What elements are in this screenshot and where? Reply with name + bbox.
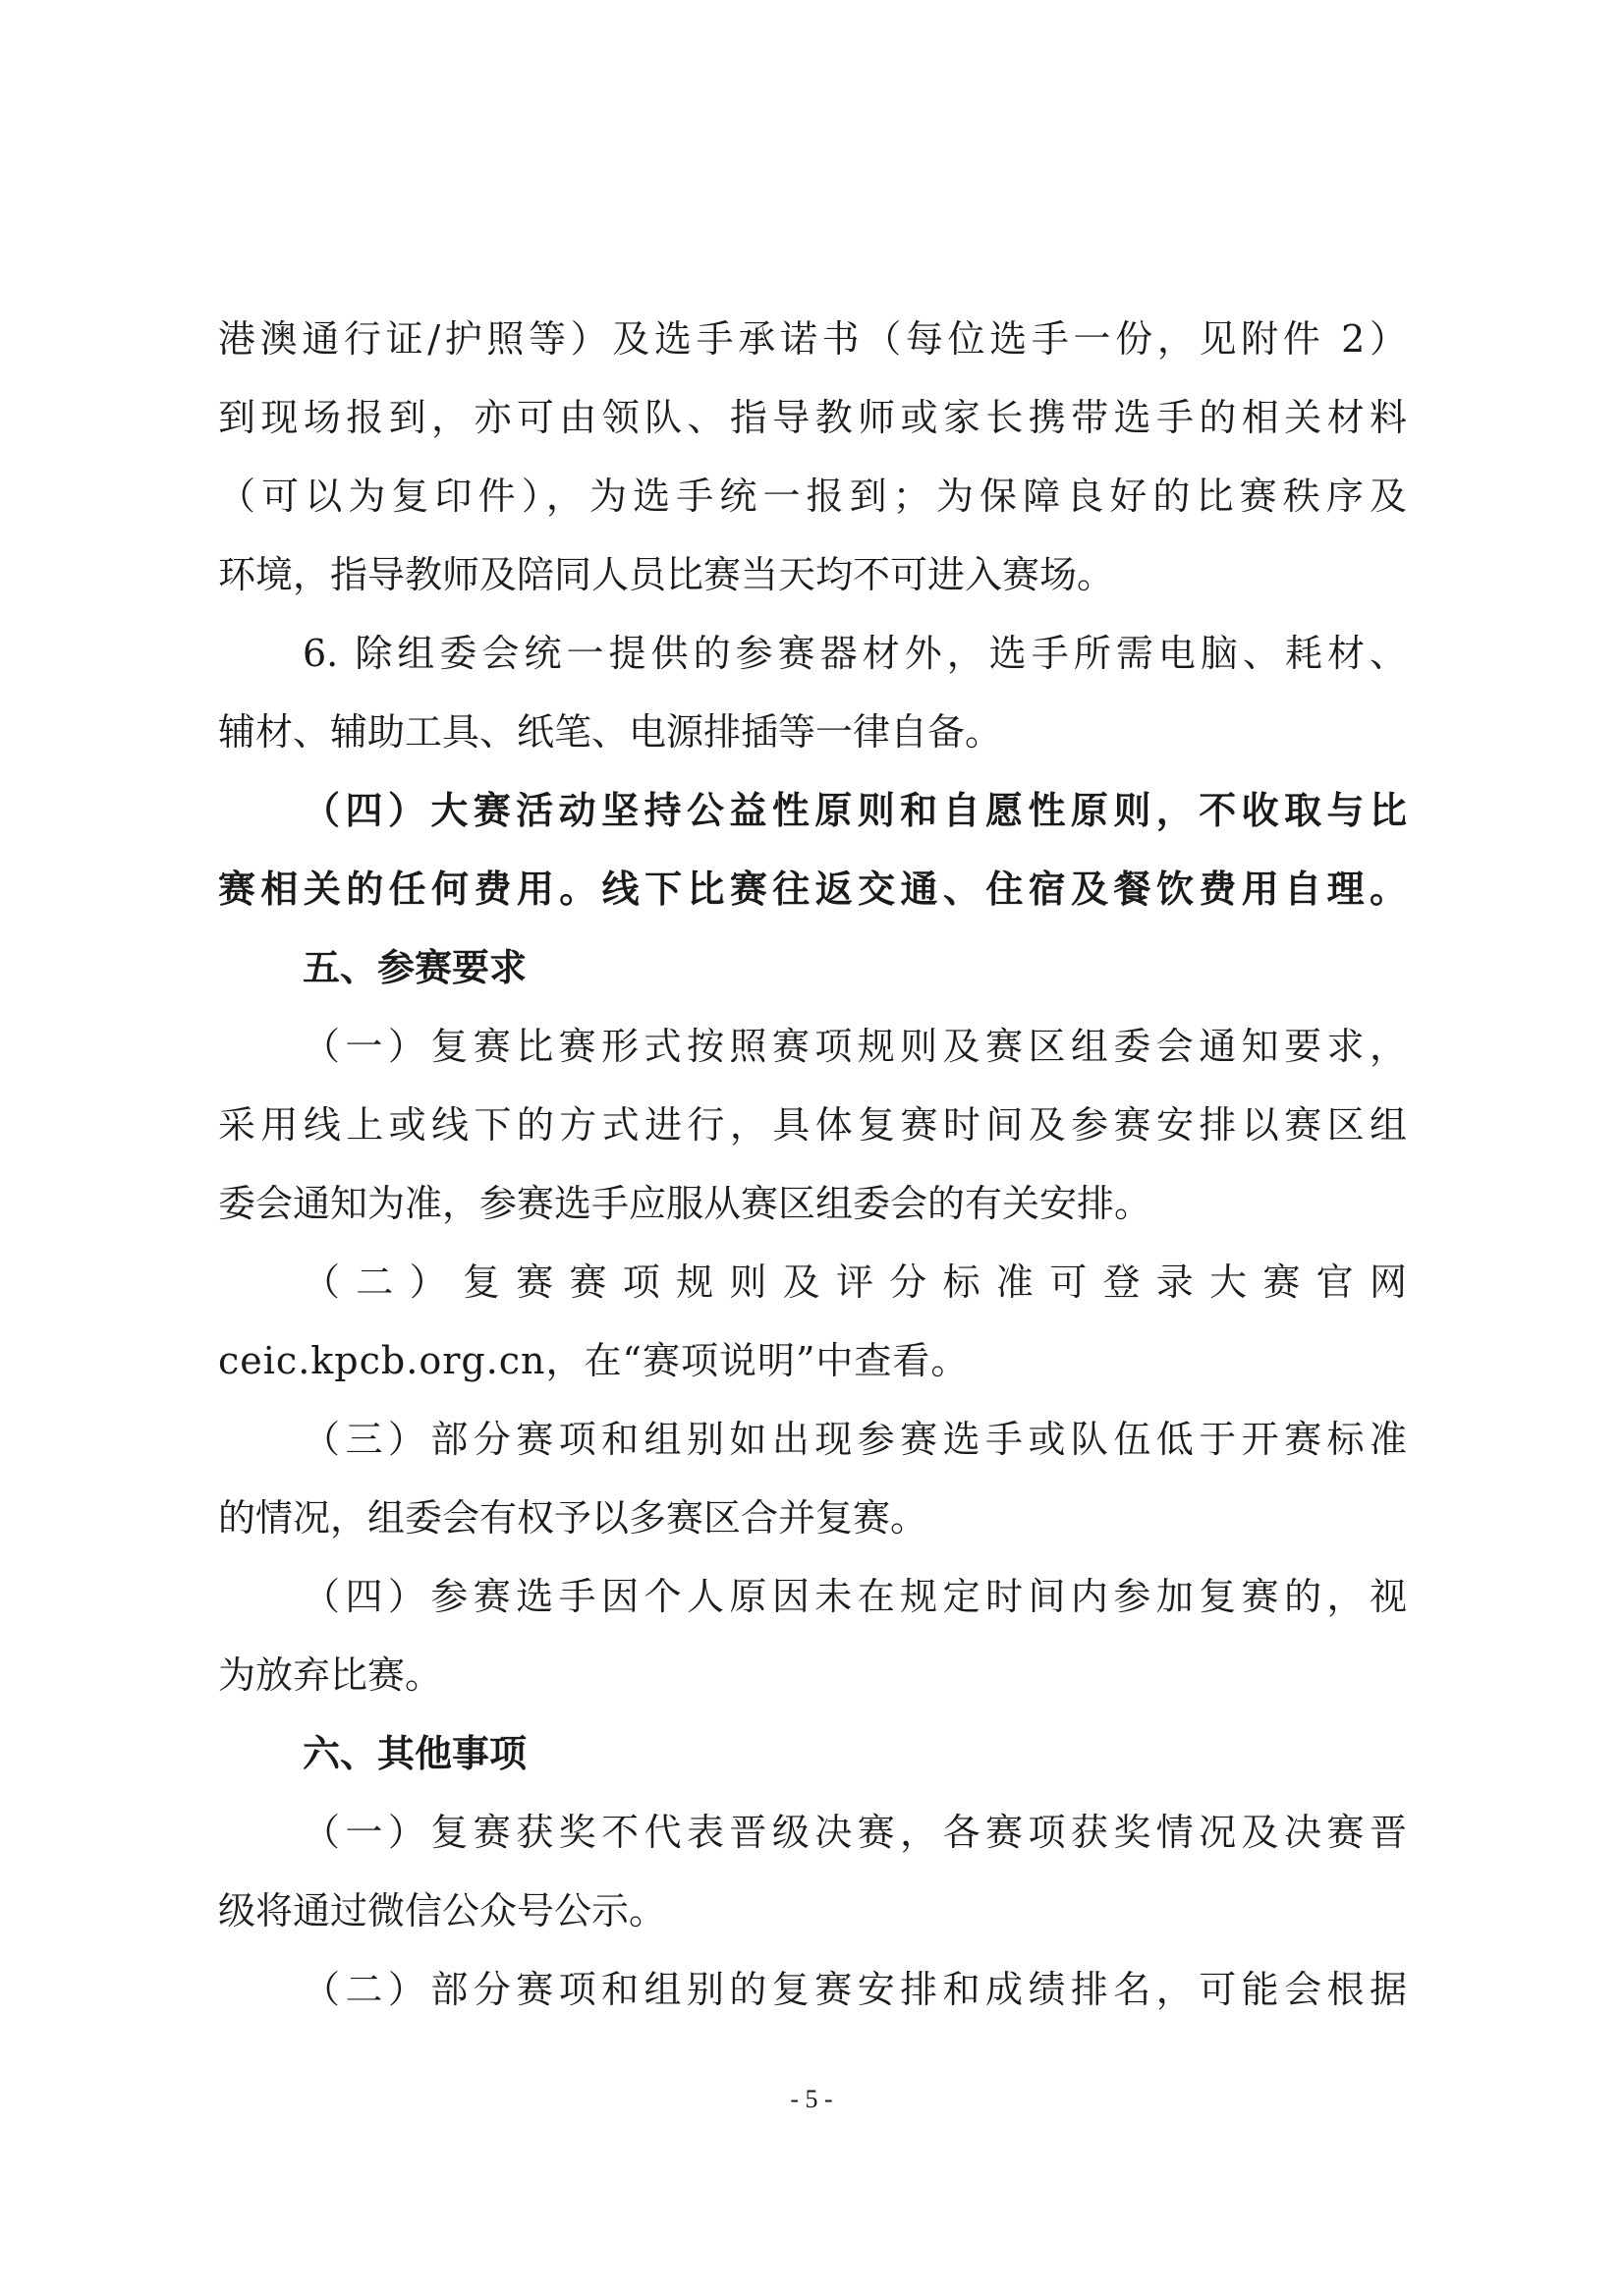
body-line-url: ceic.kpcb.org.cn，在“赛项说明”中查看。 [218, 1339, 970, 1382]
body-line: （三）部分赛项和组别如出现参赛选手或队伍低于开赛标准 [303, 1418, 1407, 1461]
body-line: 的情况，组委会有权予以多赛区合并复赛。 [218, 1496, 928, 1540]
body-line: 环境，指导教师及陪同人员比赛当天均不可进入赛场。 [218, 553, 1115, 596]
body-line: 为放弃比赛。 [218, 1653, 443, 1697]
body-line: （二）部分赛项和组别的复赛安排和成绩排名，可能会根据 [303, 1968, 1407, 2011]
body-line: 港澳通行证/护照等）及选手承诺书（每位选手一份，见附件 2） [218, 317, 1407, 361]
body-line: 级将通过微信公众号公示。 [218, 1889, 667, 1932]
body-line: （四）参赛选手因个人原因未在规定时间内参加复赛的，视 [303, 1575, 1407, 1618]
body-line: （一）复赛比赛形式按照赛项规则及赛区组委会通知要求， [303, 1025, 1407, 1068]
body-line-bold: 赛相关的任何费用。线下比赛往返交通、住宿及餐饮费用自理。 [218, 867, 1407, 911]
section-heading: 五、参赛要求 [303, 945, 528, 989]
document-body [218, 300, 1407, 2029]
body-line: 采用线上或线下的方式进行，具体复赛时间及参赛安排以赛区组 [218, 1103, 1407, 1147]
body-line: 到现场报到，亦可由领队、指导教师或家长携带选手的相关材料 [218, 396, 1407, 439]
body-line: （一）复赛获奖不代表晋级决赛，各赛项获奖情况及决赛晋 [303, 1811, 1407, 1854]
body-line-bold: （四）大赛活动坚持公益性原则和自愿性原则，不收取与比 [303, 788, 1407, 832]
body-line: 委会通知为准，参赛选手应服从赛区组委会的有关安排。 [218, 1182, 1152, 1225]
body-line: 6. 除组委会统一提供的参赛器材外，选手所需电脑、耗材、 [303, 632, 1407, 675]
body-line: 辅材、辅助工具、纸笔、电源排插等一律自备。 [218, 710, 1003, 754]
body-line: （可以为复印件），为选手统一报到；为保障良好的比赛秩序及 [218, 475, 1407, 518]
section-heading: 六、其他事项 [303, 1731, 528, 1775]
body-line: （二）复赛赛项规则及评分标准可登录大赛官网 [303, 1260, 1407, 1304]
page-number: - 5 - [790, 2085, 833, 2113]
